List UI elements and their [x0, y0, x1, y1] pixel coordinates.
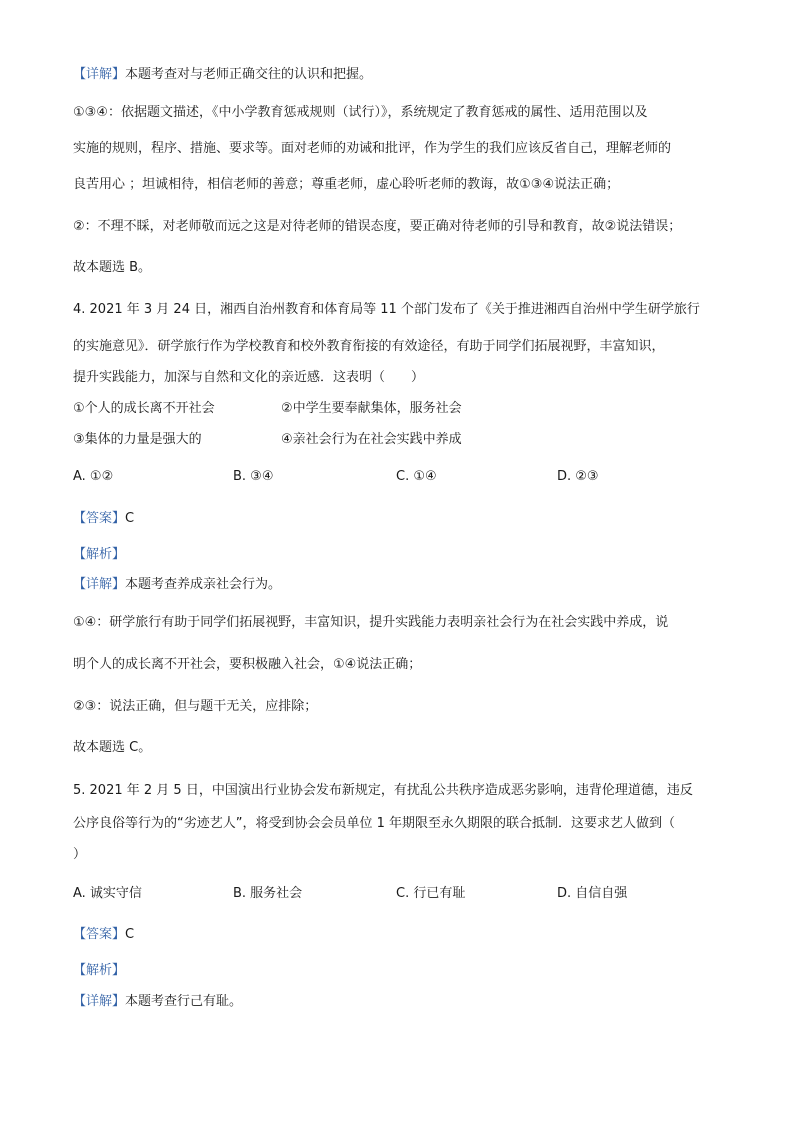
option-b: B. ③④: [233, 469, 274, 484]
paragraph-line: 实施的规则，程序、措施、要求等。面对老师的劝诫和批评，作为学生的我们应该反省自己，理解老师的: [73, 141, 672, 156]
option-b: B. 服务社会: [233, 886, 303, 901]
answer-line: [73, 926, 134, 944]
statement-4: ④亲社会行为在社会实践中养成: [281, 432, 462, 447]
conclusion: 故本题选 B。: [73, 260, 152, 275]
detail-text: 本题考查行己有耻。: [125, 994, 243, 1009]
detail-tag: 【详解】: [73, 994, 126, 1009]
question-4-stem: 提升实践能力，加深与自然和文化的亲近感．这表明（ ）: [73, 370, 425, 385]
detail-text: 本题考查对与老师正确交往的认识和把握。: [125, 67, 373, 82]
statement-3: ③集体的力量是强大的: [73, 432, 202, 447]
answer-tag: 【答案】: [73, 927, 126, 942]
answer-value: C: [125, 927, 135, 942]
statement-1: ①个人的成长离不开社会: [73, 401, 215, 416]
question-4-stem: 4. 2021 年 3 月 24 日，湘西自治州教育和体育局等 11 个部门发布了《关于推进湘西自治州中学生研学旅行: [73, 302, 700, 317]
detail-tag: 【详解】: [73, 67, 126, 82]
answer-value: C: [125, 511, 135, 526]
question-5-stem: 5. 2021 年 2 月 5 日，中国演出行业协会发布新规定，有扰乱公共秩序造成恶劣影响，违背伦理道德，违反: [73, 783, 693, 798]
paragraph-line: ①④：研学旅行有助于同学们拓展视野，丰富知识，提升实践能力表明亲社会行为在社会实践中养成，说: [73, 615, 669, 630]
option-d: D. 自信自强: [557, 886, 628, 901]
paragraph-line: ②：不理不睬，对老师敬而远之这是对待老师的错误态度，要正确对待老师的引导和教育，故②说法错误；: [73, 219, 682, 234]
paragraph-line: 良苦用心 ；坦诚相待，相信老师的善意；尊重老师，虚心聆听老师的教诲，故①③④说法正确；: [73, 177, 620, 192]
option-d: D. ②③: [557, 469, 599, 484]
question-4-stem: 的实施意见》．研学旅行作为学校教育和校外教育衔接的有效途径，有助于同学们拓展视野，丰富知识，: [73, 339, 665, 354]
paragraph-line: 明个人的成长离不开社会，要积极融入社会，①④说法正确；: [73, 657, 422, 672]
option-c: C. 行已有耻: [396, 886, 466, 901]
option-a: A. 诚实守信: [73, 886, 142, 901]
analysis-tag: 【解析】: [73, 963, 126, 978]
question-5-stem: ）: [73, 847, 87, 862]
detail-line: [73, 993, 242, 1011]
detail-tag: 【详解】: [73, 577, 126, 592]
option-c: C. ①④: [396, 469, 437, 484]
answer-line: [73, 510, 134, 528]
paragraph-line: ①③④：依据题文描述，《中小学教育惩戒规则（试行）》，系统规定了教育惩戒的属性、适用范围以及: [73, 105, 648, 120]
answer-tag: 【答案】: [73, 511, 126, 526]
option-a: A. ①②: [73, 469, 114, 484]
conclusion: 故本题选 C。: [73, 740, 152, 755]
question-5-stem: 公序良俗等行为的“劣迹艺人”，将受到协会会员单位 1 年期限至永久期限的联合抵制．这要求艺人做到（: [73, 816, 676, 831]
analysis-tag: 【解析】: [73, 547, 126, 562]
detail-line: [73, 576, 281, 594]
statement-2: ②中学生要奉献集体，服务社会: [281, 401, 462, 416]
detail-text: 本题考查养成亲社会行为。: [125, 577, 282, 592]
paragraph-line: ②③：说法正确，但与题干无关，应排除；: [73, 699, 318, 714]
detail-line: [73, 66, 372, 84]
